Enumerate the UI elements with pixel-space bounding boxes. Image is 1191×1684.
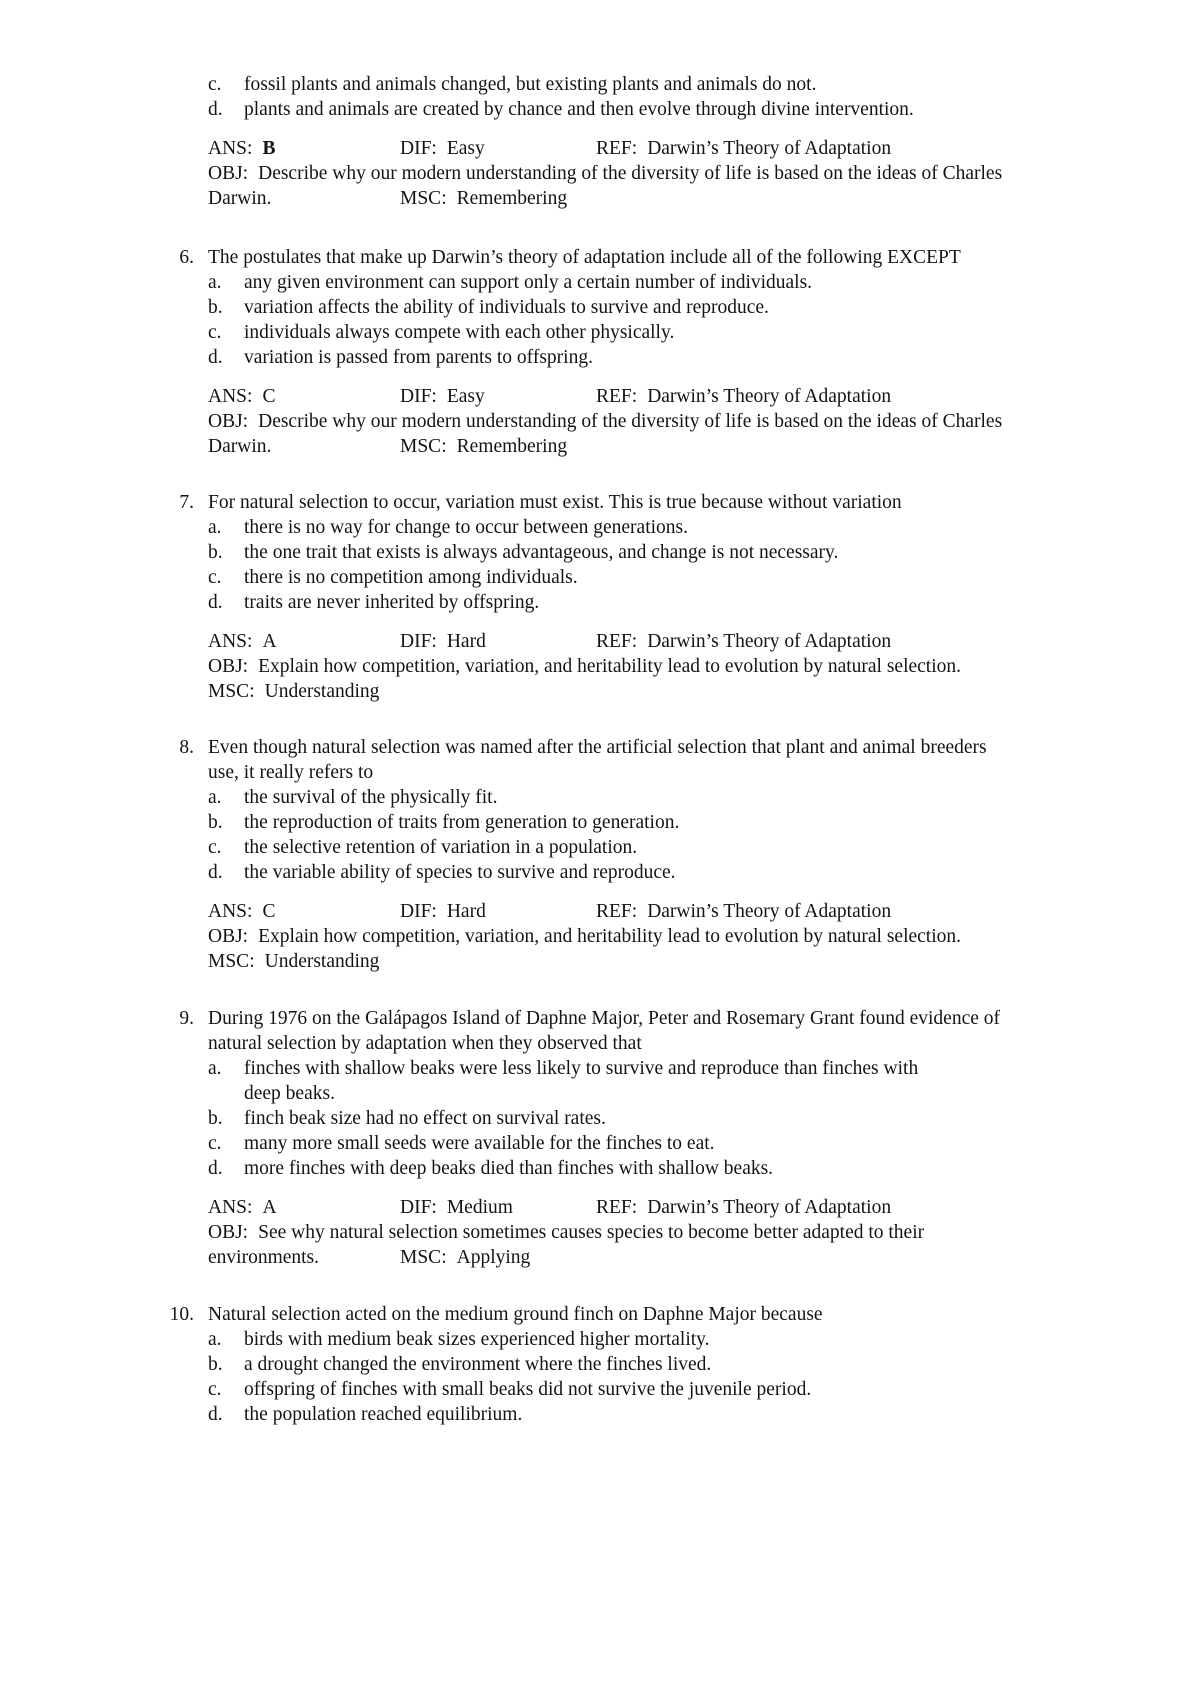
question-number: 7. (179, 492, 194, 513)
obj-text: Describe why our modern understanding of the diversity of life is based on the ideas of Charles (258, 163, 1003, 184)
answer-row (208, 629, 1128, 654)
ref-value: Darwin’s Theory of Adaptation (647, 631, 892, 652)
option-c (208, 1131, 1108, 1156)
option-letter: b. (208, 812, 223, 833)
option-letter: c. (208, 1379, 222, 1400)
option-text: traits are never inherited by offspring. (244, 592, 540, 613)
answer-metadata (208, 899, 1128, 974)
option-text: finches with shallow beaks were less likely to survive and reproduce than finches with (244, 1058, 919, 1079)
obj-text: Describe why our modern understanding of the diversity of life is based on the ideas of Charles (258, 411, 1003, 432)
option-letter: c. (208, 567, 222, 588)
msc-value: Understanding (264, 681, 380, 702)
ans-label: ANS: (208, 901, 253, 922)
stem-line: Natural selection acted on the medium ground finch on Daphne Major because (208, 1304, 823, 1325)
dif-value: Easy (446, 138, 485, 159)
option-a (208, 515, 1108, 540)
option-letter: d. (208, 1404, 223, 1425)
option-c (208, 565, 1108, 590)
ans-value: A (262, 631, 277, 652)
option-letter: c. (208, 74, 222, 95)
option-text: finch beak size had no effect on survival rates. (244, 1108, 606, 1129)
question-number: 6. (179, 247, 194, 268)
option-text: a drought changed the environment where the finches lived. (244, 1354, 712, 1375)
option-c (208, 320, 1108, 345)
option-b (208, 1106, 1108, 1131)
dif-label: DIF: (400, 386, 437, 407)
ans-value: A (262, 1197, 277, 1218)
ref-label: REF: (596, 631, 638, 652)
option-text: the population reached equilibrium. (244, 1404, 523, 1425)
option-c (208, 1377, 1108, 1402)
option-d (208, 590, 1108, 615)
ref-label: REF: (596, 386, 638, 407)
stem-line: use, it really refers to (208, 762, 374, 783)
question-stem (208, 735, 1108, 785)
msc-label: MSC: (208, 681, 255, 702)
obj-text-cont: Darwin. (208, 188, 272, 209)
option-letter: b. (208, 297, 223, 318)
question-stem (208, 1302, 1108, 1327)
option-a (208, 1327, 1108, 1352)
option-letter: d. (208, 862, 223, 883)
obj-text: See why natural selection sometimes causes species to become better adapted to their (258, 1222, 925, 1243)
option-a (208, 1056, 1108, 1106)
option-a (208, 785, 1108, 810)
option-text: fossil plants and animals changed, but existing plants and animals do not. (244, 74, 817, 95)
option-c (208, 835, 1108, 860)
option-d (208, 1156, 1108, 1181)
options-list (208, 515, 1108, 615)
msc-label: MSC: (400, 436, 447, 457)
option-b (208, 810, 1108, 835)
stem-line: During 1976 on the Galápagos Island of Daphne Major, Peter and Rosemary Grant found evidence of (208, 1008, 1000, 1029)
option-b (208, 540, 1108, 565)
question-stem (208, 1006, 1128, 1056)
options-list (208, 1327, 1108, 1427)
dif-value: Medium (446, 1197, 513, 1218)
stem-line: For natural selection to occur, variation must exist. This is true because without variation (208, 492, 902, 513)
option-letter: d. (208, 347, 223, 368)
option-letter: a. (208, 517, 222, 538)
option-text: variation is passed from parents to offspring. (244, 347, 593, 368)
question-number: 8. (179, 737, 194, 758)
option-text: offspring of finches with small beaks did not survive the juvenile period. (244, 1379, 812, 1400)
option-letter: a. (208, 272, 222, 293)
obj-label: OBJ: (208, 411, 249, 432)
question-number: 9. (179, 1008, 194, 1029)
ans-value: C (262, 901, 276, 922)
dif-label: DIF: (400, 901, 437, 922)
ans-value: B (262, 138, 276, 159)
obj-label: OBJ: (208, 926, 249, 947)
option-letter: c. (208, 322, 222, 343)
objective-row (208, 409, 1128, 434)
options-list (208, 270, 1108, 370)
option-c (208, 72, 1128, 97)
answer-row (208, 136, 1128, 161)
ref-value: Darwin’s Theory of Adaptation (647, 901, 892, 922)
ans-label: ANS: (208, 138, 253, 159)
objective-row (208, 1220, 1128, 1245)
obj-text: Explain how competition, variation, and heritability lead to evolution by natural selection. (258, 656, 962, 677)
option-text: there is no way for change to occur between generations. (244, 517, 688, 538)
msc-value: Understanding (264, 951, 380, 972)
ans-value: C (262, 386, 276, 407)
ref-value: Darwin’s Theory of Adaptation (647, 1197, 892, 1218)
option-b (208, 1352, 1108, 1377)
option-letter: d. (208, 99, 223, 120)
objective-row (208, 924, 1128, 949)
answer-row (208, 1195, 1128, 1220)
ref-label: REF: (596, 1197, 638, 1218)
stem-line: Even though natural selection was named after the artificial selection that plant and animal breeders (208, 737, 987, 758)
option-text: many more small seeds were available for the finches to eat. (244, 1133, 715, 1154)
msc-row (208, 949, 1128, 974)
ans-label: ANS: (208, 386, 253, 407)
option-text: the selective retention of variation in a population. (244, 837, 638, 858)
question-5-continuation (208, 72, 1128, 211)
dif-value: Hard (446, 631, 486, 652)
option-letter: b. (208, 1354, 223, 1375)
dif-label: DIF: (400, 1197, 437, 1218)
obj-label: OBJ: (208, 656, 249, 677)
objective-row (208, 654, 1128, 679)
obj-label: OBJ: (208, 1222, 249, 1243)
option-text: any given environment can support only a certain number of individuals. (244, 272, 813, 293)
answer-metadata (208, 384, 1128, 459)
option-text: variation affects the ability of individuals to survive and reproduce. (244, 297, 769, 318)
option-d (208, 97, 1128, 122)
ans-label: ANS: (208, 1197, 253, 1218)
ref-label: REF: (596, 901, 638, 922)
dif-label: DIF: (400, 631, 437, 652)
objective-row (208, 161, 1128, 186)
option-letter: b. (208, 1108, 223, 1129)
dif-label: DIF: (400, 138, 437, 159)
option-text: individuals always compete with each other physically. (244, 322, 675, 343)
option-letter: d. (208, 1158, 223, 1179)
option-letter: a. (208, 787, 222, 808)
msc-label: MSC: (400, 188, 447, 209)
ans-label: ANS: (208, 631, 253, 652)
option-letter: b. (208, 542, 223, 563)
answer-metadata (208, 629, 1128, 704)
option-letter: d. (208, 592, 223, 613)
stem-line: natural selection by adaptation when they observed that (208, 1033, 642, 1054)
question-number: 10. (169, 1304, 194, 1325)
answer-row (208, 899, 1128, 924)
obj-text: Explain how competition, variation, and heritability lead to evolution by natural selection. (258, 926, 962, 947)
option-a (208, 270, 1108, 295)
option-text: the variable ability of species to survive and reproduce. (244, 862, 676, 883)
question-stem (208, 245, 1108, 270)
ref-value: Darwin’s Theory of Adaptation (647, 386, 892, 407)
answer-metadata (208, 1195, 1128, 1270)
option-text: the one trait that exists is always advantageous, and change is not necessary. (244, 542, 839, 563)
obj-label: OBJ: (208, 163, 249, 184)
msc-row (208, 186, 1128, 211)
obj-text-cont: environments. (208, 1247, 320, 1268)
option-text: plants and animals are created by chance and then evolve through divine intervention. (244, 99, 914, 120)
question-stem (208, 490, 1108, 515)
option-text: birds with medium beak sizes experienced higher mortality. (244, 1329, 710, 1350)
dif-value: Easy (446, 386, 485, 407)
option-letter: c. (208, 1133, 222, 1154)
obj-text-cont: Darwin. (208, 436, 272, 457)
msc-value: Remembering (456, 436, 568, 457)
option-d (208, 1402, 1108, 1427)
option-d (208, 345, 1108, 370)
msc-row (208, 1245, 1128, 1270)
option-text: the reproduction of traits from generation to generation. (244, 812, 680, 833)
dif-value: Hard (446, 901, 486, 922)
option-text: more finches with deep beaks died than finches with shallow beaks. (244, 1158, 774, 1179)
ref-label: REF: (596, 138, 638, 159)
ref-value: Darwin’s Theory of Adaptation (647, 138, 892, 159)
option-text: there is no competition among individuals. (244, 567, 578, 588)
option-letter: a. (208, 1329, 222, 1350)
msc-value: Remembering (456, 188, 568, 209)
option-text: the survival of the physically fit. (244, 787, 498, 808)
msc-label: MSC: (208, 951, 255, 972)
options-list (208, 785, 1108, 885)
option-text-cont: deep beaks. (244, 1083, 335, 1104)
option-letter: c. (208, 837, 222, 858)
options-list (208, 1056, 1108, 1181)
msc-row (208, 679, 1128, 704)
msc-value: Applying (456, 1247, 531, 1268)
option-b (208, 295, 1108, 320)
answer-row (208, 384, 1128, 409)
msc-row (208, 434, 1128, 459)
stem-line: The postulates that make up Darwin’s theory of adaptation include all of the following EXCEPT (208, 247, 961, 268)
msc-label: MSC: (400, 1247, 447, 1268)
option-letter: a. (208, 1058, 222, 1079)
option-d (208, 860, 1108, 885)
